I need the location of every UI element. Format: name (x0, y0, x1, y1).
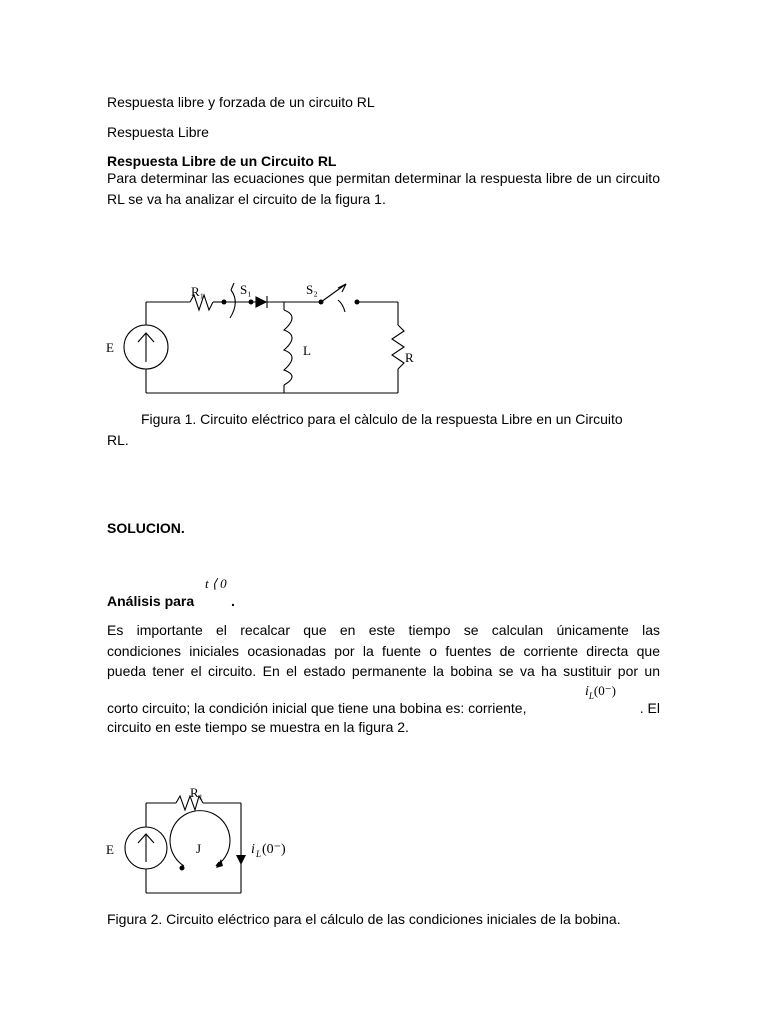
paragraph-line-5: circuito en este tiempo se muestra en la figura 2. (107, 719, 409, 735)
fig1-label-s1: S₁ (240, 282, 252, 297)
figure-1-caption-line1: Figura 1. Circuito eléctrico para el càlculo de la respuesta Libre en un Circuito (141, 411, 623, 427)
fig2-label-e: E (106, 842, 114, 857)
section-title: Respuesta Libre (107, 124, 209, 140)
document-title: Respuesta libre y forzada de un circuito RL (107, 94, 375, 110)
analysis-period: . (231, 593, 235, 609)
section-heading: Respuesta Libre de un Circuito RL (107, 153, 337, 169)
fig1-label-e: E (106, 340, 114, 355)
figure-1-caption-line2: RL. (107, 431, 129, 448)
paragraph-line-1: Es importante el recalcar que en este tiempo se calculan únicamente las (107, 622, 660, 638)
paragraph-line-2: condiciones iniciales ocasionadas por la fuente o fuentes de corriente directa que (107, 642, 660, 659)
analysis-label: Análisis para (107, 593, 195, 609)
paragraph-line-3: pueda tener el circuito. En el estado permanente la bobina se va ha sustituir por un (107, 663, 660, 679)
solution-heading: SOLUCION. (107, 520, 185, 536)
fig2-current-sub: L (256, 849, 262, 859)
math-i: i (585, 684, 589, 699)
fig2-current-i: i (251, 842, 255, 857)
fig1-label-r1: R₁ (191, 284, 205, 299)
figure-2-caption: Figura 2. Circuito eléctrico para el cálculo de las condiciones iniciales de la bobina. (107, 911, 621, 927)
fig2-current-arg: (0⁻) (262, 842, 286, 857)
analysis-condition-math: t ⟨ 0 (205, 576, 227, 591)
analysis-paragraph (107, 620, 660, 682)
math-argument: (0⁻) (593, 683, 616, 698)
inline-math-row (107, 681, 660, 699)
math-subscript: L (588, 690, 594, 701)
fig1-label-s2: S₂ (306, 282, 318, 297)
fig1-label-r: R (405, 350, 414, 365)
fig2-label-j: J (196, 841, 202, 856)
analysis-heading (107, 591, 660, 612)
paragraph-line-4 (107, 698, 660, 719)
intro-paragraph: Para determinar las ecuaciones que permitan determinar la respuesta libre de un circuito RL se va ha analizar el circuito de la figura 1. (107, 170, 660, 207)
figure-1-caption (107, 409, 660, 450)
paragraph-line-4-end: . El (639, 700, 660, 716)
fig2-label-r1: R₁ (190, 785, 204, 800)
fig1-label-l: L (303, 343, 311, 358)
paragraph-line-4-text: corto circuito; la condición inicial que tiene una bobina es: corriente, (107, 700, 527, 716)
